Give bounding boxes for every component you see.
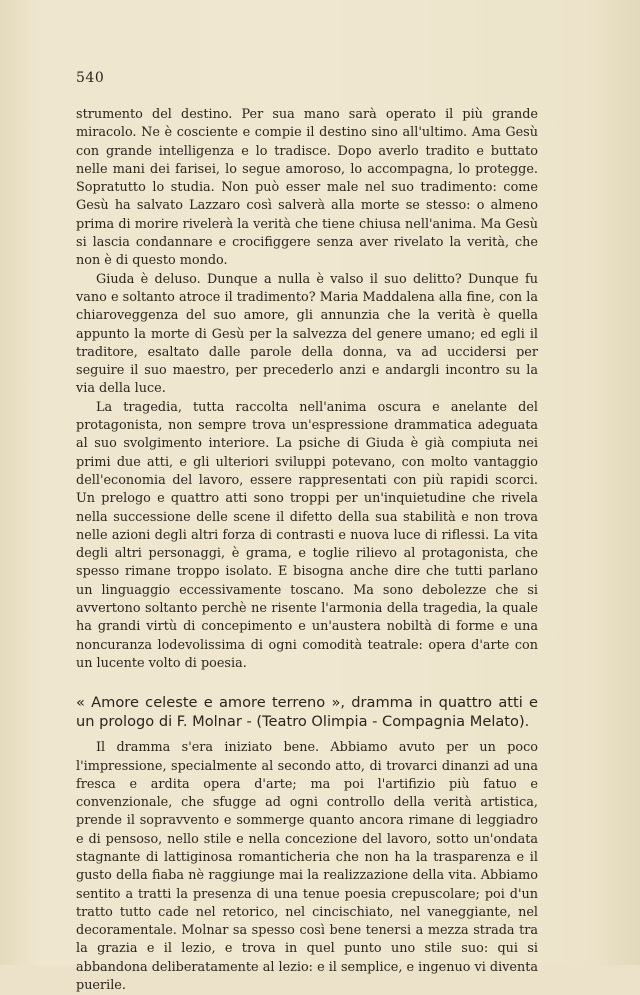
- page-number: 540: [76, 70, 105, 86]
- review-paragraph: Il dramma s'era iniziato bene. Abbiamo avuto per un poco l'impressione, specialmente al secondo atto, di trovarci dinanzi ad una fresca e ardita opera d'arte; ma poi l'artifizio più fatuo e convenzionale, che sfugge ad ogni controllo della verità artistica, prende il sopravvento e sommerge quanto ancora rimane di leggiadro e di pensoso, nello stile e nella concezione del lavoro, sotto un'ondata stagnante di lattiginosa romanticheria che non ha la trasparenza e il gusto della fiaba nè raggiunge mai la realizzazione della vita. Abbiamo sentito a tratti la presenza di una tenue poesia crepuscolare; poi d'un tratto tutto cade nel retorico, nel cincischiato, nel vaneggiante, nel decoramentale. Molnar sa spesso così bene tenersi a mezza strada tra la grazia e il lezio, e trova in quel punto uno stile suo: qui si abbandona deliberatamente al lezio: e il semplice, e ingenuo vi diventa puerile.: [76, 740, 538, 994]
- paragraph-3: La tragedia, tutta raccolta nell'anima oscura e anelante del protagonista, non sempre trova un'espressione drammatica adeguata al suo svolgimento interiore. La psiche di Giuda è già compiuta nei primi due atti, e gli ulteriori sviluppi potevano, con molto vantaggio dell'economia del lavoro, essere rappresentati con più rapidi scorci. Un prelogo e quattro atti sono troppi per un'inquietudine che rivela nella successione delle scene il difetto della sua stabilità e non trova nelle azioni degli altri forza di contrasti e nuova luce di riflessi. La vita degli altri personaggi, è grama, e toglie rilievo al protagonista, che spesso rimane troppo isolato. E bisogna anche dire che tutti parlano un linguaggio eccessivamente toscano. Ma sono debolezze che si avvertono soltanto perchè ne risente l'armonia della tragedia, la quale ha grandi virtù di concepimento e un'austera nobiltà di forme e una noncuranza lodevolissima di ogni comodità teatrale: opera d'arte con un lucente volto di poesia.: [76, 399, 538, 671]
- review-heading: « Amore celeste e amore terreno », dramma in quattro atti e un prologo di F. Molnar - (Teatro Olimpia - Compagnia Melato).: [76, 694, 538, 731]
- paragraph-2: Giuda è deluso. Dunque a nulla è valso il suo delitto? Dunque fu vano e soltanto atroce il tradimento? Maria Maddalena alla fine, con la chiaroveggenza del suo amore, gli annunzia che la verità è quella appunto la morte di Gesù per la salvezza del genere umano; ed egli il traditore, esaltato dalle parole della donna, va ad uccidersi per seguire il suo maestro, per precederlo anzi e andargli incontro su la via della luce.: [76, 271, 538, 397]
- body-text: [76, 106, 538, 995]
- paragraph-1: strumento del destino. Per sua mano sarà operato il più grande miracolo. Ne è cosciente e compie il destino sino all'ultimo. Ama Gesù con grande intelligenza e lo tradisce. Dopo averlo tradito e buttato nelle mani dei farisei, lo segue amoroso, lo accompagna, lo protegge. Sopratutto lo studia. Non può esser male nel suo tradimento: come Gesù ha salvato Lazzaro così salverà alla morte se stesso: o almeno prima di morire rivelerà la verità che tiene chiusa nell'anima. Ma Gesù si lascia condannare e crocifiggere senza aver rivelato la verità, che non è di questo mondo.: [76, 107, 538, 269]
